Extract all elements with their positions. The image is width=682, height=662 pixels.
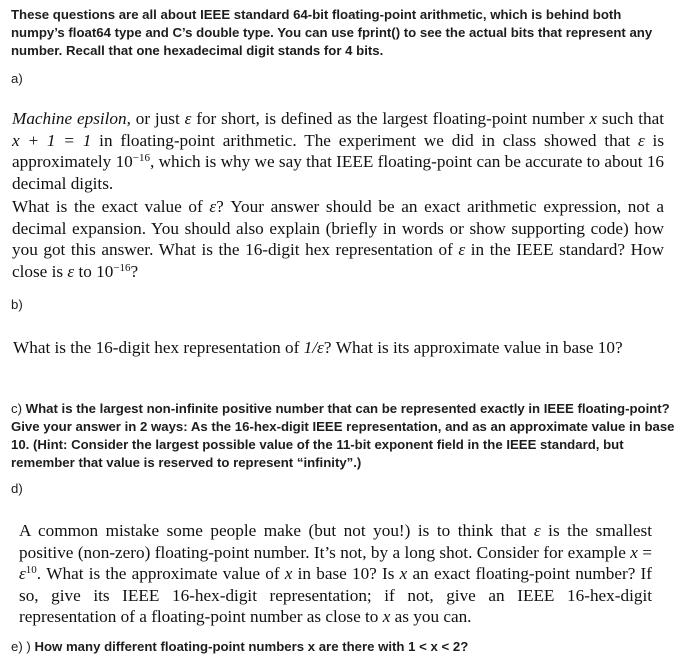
part-d-label: d): [11, 481, 23, 496]
part-e-label: e) ): [11, 639, 35, 654]
intro-paragraph: These questions are all about IEEE standard 64-bit floating-point arithmetic, which is behind both numpy’s float64 type and C’s double type. You can use fprint() to see the actual bits that represent any number. Recall that one hexadecimal digit stands for 4 bits.: [11, 7, 653, 58]
part-c-question: c) What is the largest non-infinite positive number that can be represented exactly in IEEE floating-point? Give your answer in 2 ways: As the 16-hex-digit IEEE representation, and as an approximate value in base 10. (Hint: Consider the largest possible value of the 11-bit exponent field in the IEEE standard, but remember that value is reserved to represent “infinity”.): [11, 401, 675, 470]
part-d-question: A common mistake some people make (but not you!) is to think that ε is the smallest positive (non-zero) floating-point number. It’s not, by a long shot. Consider for example $x = \varepsilon^{10}$. What is the approximate value of x in base 10? Is x an exact floating-point number? If so, give its IEEE 16-hex-digit representation; if not, give an IEEE 16-hex-digit representation of a floating-point number as close to x as you can.: [19, 521, 653, 626]
epsilon-symbol: ε: [533, 521, 541, 540]
machine-epsilon-term: Machine epsilon,: [12, 109, 131, 128]
one-over-epsilon: 1/ε: [303, 338, 324, 357]
power-expression: $10^{-16}$: [115, 152, 150, 171]
part-a-definition: Machine epsilon, or just ε for short, is defined as the largest floating-point number x such that x + 1 = 1 in floating-point arithmetic. The experiment we did in class showed that ε is approximately $10^{-16}$, which is why we say that IEEE floating-point can be accurate to about 16 decimal digits.: [12, 109, 665, 193]
equation: x + 1 = 1: [12, 130, 92, 150]
epsilon-symbol: ε: [184, 109, 192, 128]
power-expression: $10^{-16}$: [96, 261, 131, 281]
epsilon-symbol: ε: [458, 240, 466, 259]
epsilon-symbol: ε: [209, 197, 217, 216]
epsilon-symbol: ε: [637, 130, 645, 150]
x-symbol: x: [589, 109, 598, 128]
part-c-label: c): [11, 401, 26, 416]
epsilon-symbol: ε: [67, 261, 75, 281]
part-a-label: a): [11, 71, 23, 86]
part-b-label: b): [11, 297, 23, 312]
part-b-question: What is the 16-digit hex representation of 1/ε? What is its approximate value in base 10?: [13, 338, 623, 357]
part-e-question: e) ) How many different floating-point numbers x are there with 1 < x < 2?: [11, 639, 469, 654]
epsilon-power: $\varepsilon^{10}$: [19, 564, 37, 583]
part-a-question: What is the exact value of ε? Your answer should be an exact arithmetic expression, not a decimal expansion. You should also explain (briefly in words or show supporting code) how you got this answer. What is the 16-digit hex representation of ε in the IEEE standard? How close is ε to $10^{-16}$?: [12, 197, 664, 281]
